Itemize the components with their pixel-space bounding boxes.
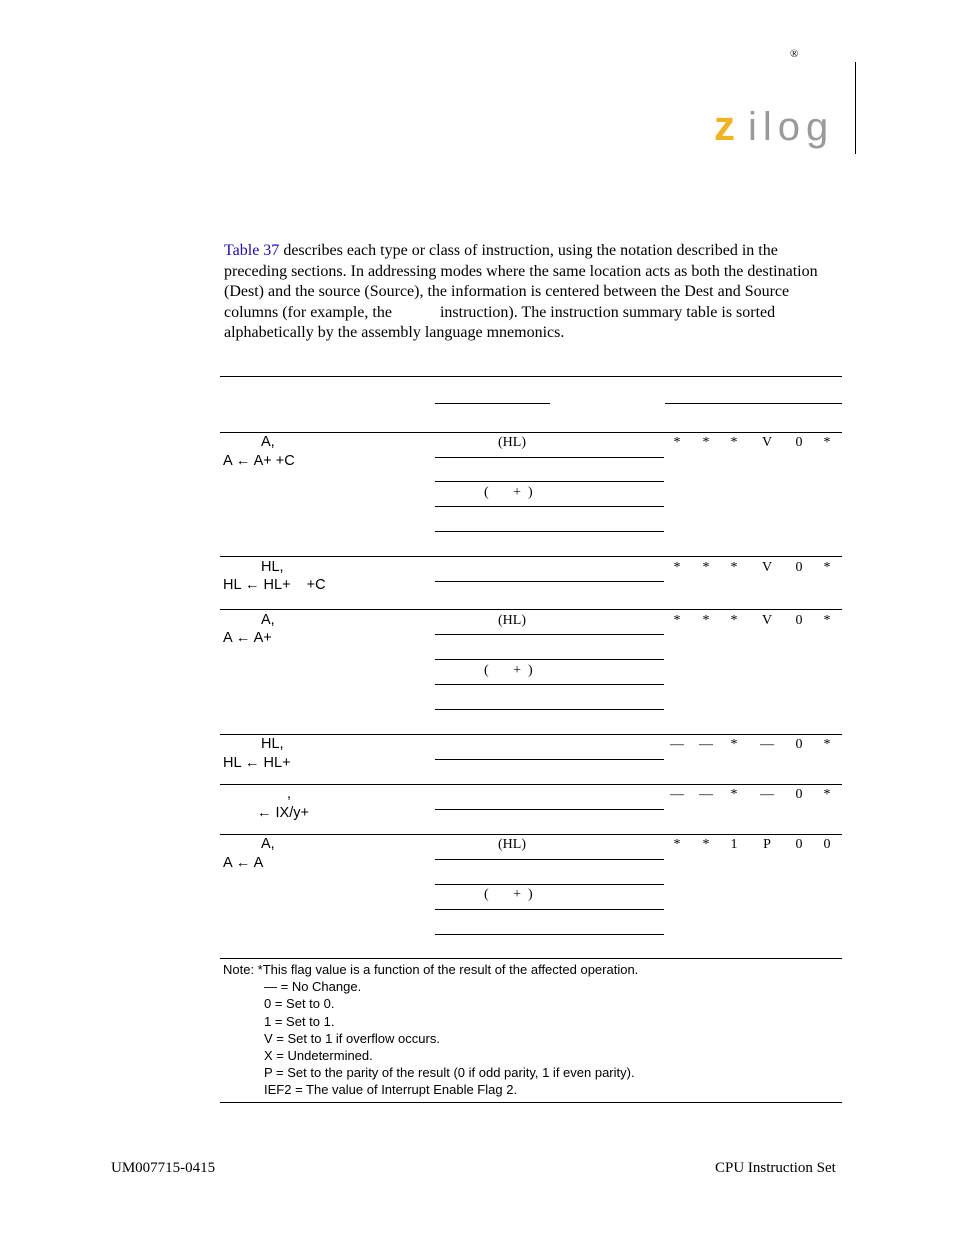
note-line: V = Set to 1 if overflow occurs. bbox=[264, 1030, 440, 1046]
row-6-operation: A ← A bbox=[223, 855, 264, 871]
row-5-operation: ← IX/y+ bbox=[257, 805, 309, 821]
table-notes bbox=[223, 961, 638, 1099]
row-4-flag-s: — bbox=[670, 737, 684, 752]
header-bottom-rule bbox=[220, 432, 842, 433]
row-2-operation: HL ← HL+ +C bbox=[223, 577, 326, 593]
logo-letter-z: z bbox=[714, 108, 735, 149]
intro-text-2: instruction). The instruction summary table is sorted alphabetically by the assembly language mnemonics. bbox=[224, 303, 776, 341]
row-6-mnemonic: A, bbox=[261, 836, 275, 852]
row-1-sub-rule bbox=[435, 457, 664, 458]
footer-section: CPU Instruction Set bbox=[715, 1160, 836, 1176]
note-line: Note: *This flag value is a function of the result of the affected operation. bbox=[223, 962, 639, 977]
row-6-src-3: ( + ) bbox=[484, 887, 533, 902]
row-3-operation: A ← A+ bbox=[223, 630, 272, 646]
logo-letters: ilog bbox=[748, 108, 835, 149]
row-1-bottom-rule bbox=[220, 556, 842, 557]
row-5-mnemonic: , bbox=[287, 786, 292, 802]
row-6-sub-rule bbox=[435, 909, 664, 910]
intro-text-1: describes each type or class of instruction, using the notation described in the preceding sections. In addressing modes where the same location acts as both the destination (Dest) and the source (Source), the information is centered between the Dest and Source columns (for example, the bbox=[224, 242, 818, 321]
note-line: 0 = Set to 0. bbox=[264, 996, 335, 1012]
row-1-sub-rule bbox=[435, 506, 664, 507]
row-3-src-1: (HL) bbox=[498, 613, 526, 628]
row-2-flag-n: 0 bbox=[795, 560, 803, 575]
row-1-sub-rule bbox=[435, 531, 664, 532]
table-top-rule bbox=[220, 376, 842, 377]
row-4-flag-c: * bbox=[823, 737, 831, 752]
row-5-flag-c: * bbox=[823, 787, 831, 802]
row-4-flag-pv: — bbox=[760, 737, 774, 752]
footer-doc-id: UM007715-0415 bbox=[111, 1160, 216, 1176]
row-3-flag-z: * bbox=[702, 613, 710, 628]
row-1-flag-c: * bbox=[823, 435, 831, 450]
row-2-sub-rule bbox=[435, 581, 664, 582]
flags-header-rule bbox=[665, 403, 842, 404]
row-4-operation: HL ← HL+ bbox=[223, 755, 291, 771]
row-1-sub-rule bbox=[435, 481, 664, 482]
row-3-flag-n: 0 bbox=[795, 613, 803, 628]
row-6-flag-pv: P bbox=[763, 837, 771, 852]
row-6-flag-s: * bbox=[673, 837, 681, 852]
note-line: IEF2 = The value of Interrupt Enable Flag 2. bbox=[264, 1082, 518, 1098]
row-2-mnemonic: HL, bbox=[261, 559, 284, 575]
row-1-mnemonic: A, bbox=[261, 434, 275, 450]
row-3-sub-rule bbox=[435, 709, 664, 710]
row-5-flag-n: 0 bbox=[795, 787, 803, 802]
row-3-src-3: ( + ) bbox=[484, 663, 533, 678]
zilog-logo bbox=[714, 108, 844, 156]
row-4-flag-z: — bbox=[699, 737, 713, 752]
row-1-flag-s: * bbox=[673, 435, 681, 450]
row-4-bottom-rule bbox=[220, 784, 842, 785]
header-vertical-rule bbox=[855, 62, 856, 154]
intro-paragraph bbox=[224, 241, 844, 344]
row-5-flag-s: — bbox=[670, 787, 684, 802]
row-4-flag-n: 0 bbox=[795, 737, 803, 752]
row-1-flag-h: * bbox=[730, 435, 738, 450]
row-1-src-3: ( + ) bbox=[484, 485, 533, 500]
row-2-flag-c: * bbox=[823, 560, 831, 575]
registered-mark: ® bbox=[790, 48, 799, 60]
row-2-bottom-rule bbox=[220, 609, 842, 610]
row-1-src-1: (HL) bbox=[498, 435, 526, 450]
row-3-sub-rule bbox=[435, 684, 664, 685]
row-2-flag-z: * bbox=[702, 560, 710, 575]
row-3-flag-h: * bbox=[730, 613, 738, 628]
row-3-bottom-rule bbox=[220, 734, 842, 735]
row-6-bottom-rule bbox=[220, 958, 842, 959]
row-6-src-1: (HL) bbox=[498, 837, 526, 852]
row-3-sub-rule bbox=[435, 634, 664, 635]
note-line: 1 = Set to 1. bbox=[264, 1013, 335, 1029]
row-3-flag-c: * bbox=[823, 613, 831, 628]
row-6-sub-rule bbox=[435, 859, 664, 860]
row-4-flag-h: * bbox=[730, 737, 738, 752]
row-1-flag-n: 0 bbox=[795, 435, 803, 450]
row-3-mnemonic: A, bbox=[261, 612, 275, 628]
row-6-flag-n: 0 bbox=[795, 837, 803, 852]
table-37-link[interactable]: Table 37 bbox=[224, 242, 280, 259]
row-1-flag-pv: V bbox=[761, 435, 773, 450]
row-5-sub-rule bbox=[435, 809, 664, 810]
operand-header-rule bbox=[435, 403, 550, 404]
row-5-bottom-rule bbox=[220, 834, 842, 835]
row-6-flag-z: * bbox=[702, 837, 710, 852]
row-5-flag-h: * bbox=[730, 787, 738, 802]
row-5-flag-pv: — bbox=[760, 787, 774, 802]
note-line: — = No Change. bbox=[264, 979, 362, 995]
row-4-sub-rule bbox=[435, 759, 664, 760]
note-line: P = Set to the parity of the result (0 if odd parity, 1 if even parity). bbox=[264, 1065, 635, 1081]
row-5-flag-z: — bbox=[699, 787, 713, 802]
row-6-flag-c: 0 bbox=[823, 837, 831, 852]
row-2-flag-pv: V bbox=[761, 560, 773, 575]
row-3-flag-pv: V bbox=[761, 613, 773, 628]
row-2-flag-h: * bbox=[730, 560, 738, 575]
row-6-sub-rule bbox=[435, 884, 664, 885]
row-6-sub-rule bbox=[435, 934, 664, 935]
row-4-mnemonic: HL, bbox=[261, 736, 284, 752]
row-3-flag-s: * bbox=[673, 613, 681, 628]
note-line: X = Undetermined. bbox=[264, 1048, 373, 1064]
row-2-flag-s: * bbox=[673, 560, 681, 575]
table-bottom-rule bbox=[220, 1102, 842, 1103]
row-6-flag-h: 1 bbox=[730, 837, 738, 852]
row-1-flag-z: * bbox=[702, 435, 710, 450]
row-1-operation: A ← A+ +C bbox=[223, 453, 295, 469]
row-3-sub-rule bbox=[435, 659, 664, 660]
